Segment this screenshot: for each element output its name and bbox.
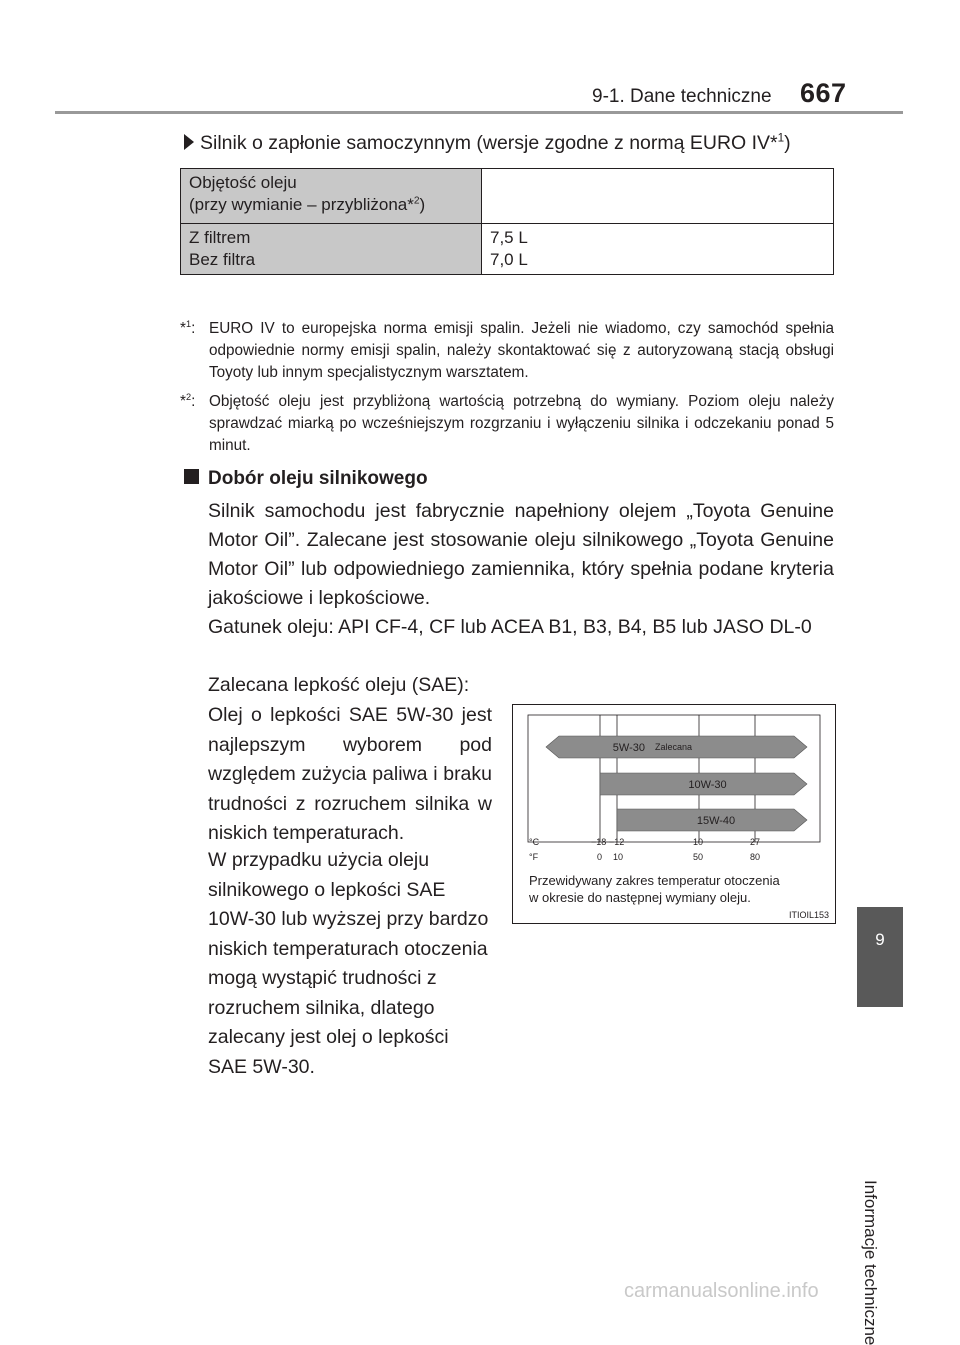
footnote-text: EURO IV to europejska norma emisji spalin. Jeżeli nie wiadomo, czy samochód spełnia odpowiednie normy emisji spalin, należy skontaktować się z autoryzowaną stacją obsługi Toyoty lub innym specjalistycznym warsztatem. [209, 320, 834, 381]
oil-capacity-table [180, 168, 834, 275]
table-header-empty [482, 169, 834, 224]
table-header-close: ) [419, 195, 426, 214]
figure-caption-line1: Przewidywany zakres temperatur otoczenia [529, 873, 780, 888]
header-rule [55, 111, 903, 114]
celsius-tick: −12 [609, 837, 625, 847]
paragraph-viscosity-label: Zalecana lepkość oleju (SAE): [208, 674, 470, 696]
row-label-without-filter: Bez filtra [189, 250, 256, 269]
fahrenheit-tick: 0 [597, 852, 603, 862]
subheading [184, 132, 791, 155]
table-header-sup: 2 [413, 195, 420, 207]
footnote-mark [180, 318, 195, 340]
table-header-row [181, 169, 834, 224]
row-value-with-filter: 7,5 L [490, 228, 528, 247]
footnote-colon: : [191, 393, 196, 410]
watermark: carmanualsonline.info [624, 1280, 819, 1302]
viscosity-figure [512, 704, 836, 924]
figure-code: ITIOIL153 [788, 910, 829, 920]
page-number: 667 [800, 78, 847, 108]
footnote-star: * [180, 393, 186, 410]
paragraph-factory-oil: Silnik samochodu jest fabrycznie napełniony olejem „Toyota Genuine Motor Oil”. Zalecane jest stosowanie oleju silnikowego „Toyota Genuine Motor Oil” lub odpowiedniego zamiennika, który spełnia podane kryteria jakościowe i lepkościowe. [208, 500, 834, 609]
paragraph-oil-grade: Gatunek oleju: API CF-4, CF lub ACEA B1, B3, B4, B5 lub JASO DL-0 [208, 616, 812, 638]
footnote-2 [180, 391, 834, 457]
chapter-label-wrapper [858, 1180, 882, 1345]
celsius-tick: 27 [750, 837, 761, 847]
table-header-line2: (przy wymianie – przybliżona* [189, 195, 414, 214]
fahrenheit-unit: °F [529, 852, 539, 862]
table-labels-cell [181, 224, 482, 275]
oil-grade-label: 5W-30 [612, 742, 645, 754]
section-title: 9-1. Dane techniczne [592, 86, 772, 107]
row-value-without-filter: 7,0 L [490, 250, 528, 269]
fahrenheit-tick: 50 [693, 852, 704, 862]
triangle-bullet-icon [184, 134, 194, 150]
chapter-tab [857, 907, 903, 1007]
square-bullet-icon [184, 469, 199, 484]
section-heading [184, 468, 428, 490]
paragraph-low-temp-warning: W przypadku użycia oleju silnikowego o lepkości SAE 10W-30 lub wyższej przy bardzo niskich temperaturach otoczenia mogą wystąpić trudności z rozruchem silnika, dlatego zalecany jest olej o lepkości SAE 5W-30. [208, 849, 489, 1078]
oil-arrows [546, 736, 807, 831]
table-header-cell [181, 169, 482, 224]
chapter-number: 9 [875, 930, 885, 949]
footnote-text: Objętość oleju jest przybliżoną wartością potrzebną do wymiany. Poziom oleju należy sprawdzać miarką po wcześniejszym rozgrzaniu i wyłączeniu silnika i odczekaniu ponad 5 minut. [209, 393, 834, 454]
table-values-cell [482, 224, 834, 275]
chapter-label: Informacje techniczne [861, 1180, 880, 1345]
footnote-number: 1 [185, 318, 192, 329]
celsius-tick: −18 [591, 837, 607, 847]
fahrenheit-tick: 10 [613, 852, 624, 862]
footnote-number: 2 [185, 391, 192, 402]
paragraph-best-choice: Olej o lepkości SAE 5W-30 jest najlepszym wyborem pod względem zużycia paliwa i braku trudności z rozruchem silnika w niskich temperaturach. [208, 704, 492, 844]
footnote-colon: : [191, 320, 196, 337]
oil-recommended-label: Zalecana [655, 742, 693, 752]
subheading-sup: 1 [777, 131, 785, 145]
section-heading-text: Dobór oleju silnikowego [208, 468, 428, 489]
celsius-unit: °C [529, 837, 540, 847]
table-header-line1: Objętość oleju [189, 173, 297, 192]
table-row [181, 224, 834, 275]
celsius-tick: 10 [693, 837, 704, 847]
footnote-1 [180, 318, 834, 384]
subheading-close: ) [784, 132, 791, 154]
subheading-text: Silnik o zapłonie samoczynnym (wersje zgodne z normą EURO IV* [200, 132, 778, 154]
fahrenheit-tick: 80 [750, 852, 761, 862]
footnote-star: * [180, 320, 186, 337]
footnote-mark [180, 391, 195, 413]
viscosity-diagram [513, 705, 835, 923]
oil-grade-label: 15W-40 [696, 815, 736, 827]
row-label-with-filter: Z filtrem [189, 228, 251, 247]
oil-grade-label: 10W-30 [688, 779, 727, 791]
figure-caption-line2: w okresie do następnej wymiany oleju. [529, 890, 751, 905]
